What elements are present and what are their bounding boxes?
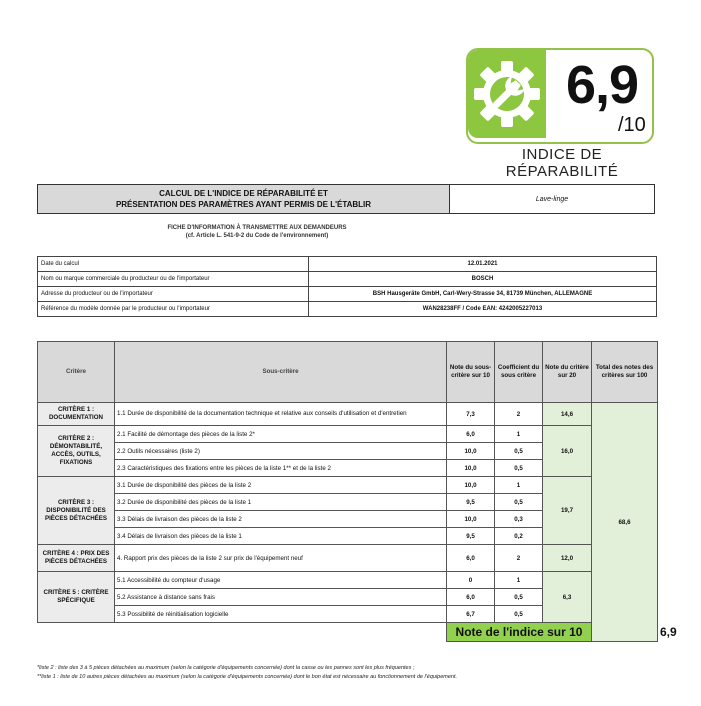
footnote-2: **liste 1 : liste de 10 autres pièces détachées au maximum (selon la catégorie d'équipements concernée) dont le bon état est nécessaire au fonctionnement de l'équipement.: [37, 674, 458, 680]
subcriterion-coef: 2: [495, 545, 543, 572]
score-denominator: /10: [618, 114, 646, 136]
info-row: [38, 257, 657, 272]
header-title-line1: CALCUL DE L'INDICE DE RÉPARABILITÉ ET: [159, 189, 328, 198]
subcriterion-note: 10,0: [447, 443, 495, 460]
table-header-row: [38, 342, 658, 403]
subcriterion-coef: 0,5: [495, 460, 543, 477]
table-row: [38, 572, 658, 589]
criterion-score: 12,0: [543, 545, 592, 572]
subcriterion-label: 5.2 Assistance à distance sans frais: [115, 589, 447, 606]
subcriterion-coef: 0,5: [495, 589, 543, 606]
wrench-gear-icon: [468, 50, 546, 138]
criterion-4: CRITÈRE 4 : PRIX DES PIÈCES DÉTACHÉES: [38, 545, 115, 572]
subcriterion-coef: 2: [495, 403, 543, 426]
info-row: [38, 287, 657, 302]
subcriterion-coef: 1: [495, 477, 543, 494]
col-header-sous-critere: Sous-critère: [115, 342, 447, 403]
criterion-1: CRITÈRE 1 : DOCUMENTATION: [38, 403, 115, 426]
subcriterion-label: 2.3 Caractéristiques des fixations entre les pièces de la liste 1** et de la liste 2: [115, 460, 447, 477]
subcriterion-label: 2.1 Facilité de démontage des pièces de la liste 2*: [115, 426, 447, 443]
table-row: [38, 426, 658, 443]
score-table: [37, 341, 677, 642]
subcriterion-label: 3.1 Durée de disponibilité des pièces de la liste 2: [115, 477, 447, 494]
subcriterion-label: 5.3 Possibilité de réinitialisation logicielle: [115, 606, 447, 623]
col-header-critere: Critère: [38, 342, 115, 403]
subcriterion-coef: 0,5: [495, 606, 543, 623]
subcriterion-label: 3.4 Délais de livraison des pièces de la liste 1: [115, 528, 447, 545]
subcriterion-label: 2.2 Outils nécessaires (liste 2): [115, 443, 447, 460]
col-header-total: Total des notes des critères sur 100: [592, 342, 658, 403]
col-header-note10: Note du sous-critère sur 10: [447, 342, 495, 403]
info-label: Date du calcul: [38, 257, 309, 272]
footnote-1: *liste 2 : liste des 3 à 5 pièces détachées au maximum (selon la catégorie d'équipements concernée) dont la casse ou les pannes sont les plus fréquentes ;: [37, 665, 415, 671]
info-value: BOSCH: [309, 272, 657, 287]
criterion-score: 16,0: [543, 426, 592, 477]
total-score: 68,6: [592, 403, 658, 642]
subcriterion-note: 6,0: [447, 589, 495, 606]
info-value: 12.01.2021: [309, 257, 657, 272]
subcriterion-label: 4. Rapport prix des pièces de la liste 2 sur prix de l'équipement neuf: [115, 545, 447, 572]
score-value: 6,9: [566, 55, 639, 115]
col-header-coef: Coefficient du sous critère: [495, 342, 543, 403]
fiche-heading: [37, 224, 477, 240]
header-title: [38, 185, 450, 213]
document-header: [37, 184, 655, 214]
repairability-logo: [466, 48, 658, 180]
subcriterion-note: 9,5: [447, 528, 495, 545]
subcriterion-note: 6,0: [447, 426, 495, 443]
subcriterion-coef: 0,5: [495, 494, 543, 511]
info-value: WAN28238FF / Code EAN: 4242005227013: [309, 302, 657, 317]
criterion-score: 6,3: [543, 572, 592, 623]
table-row: [38, 477, 658, 494]
info-row: [38, 302, 657, 317]
criterion-3: CRITÈRE 3 : DISPONIBILITÉ DES PIÈCES DÉTACHÉES: [38, 477, 115, 545]
subcriterion-note: 0: [447, 572, 495, 589]
info-value: BSH Hausgeräte GmbH, Carl-Wery-Strasse 34, 81739 München, ALLEMAGNE: [309, 287, 657, 302]
product-type: Lave-linge: [535, 195, 569, 203]
subcriterion-note: 6,7: [447, 606, 495, 623]
subcriterion-coef: 0,2: [495, 528, 543, 545]
criterion-5: CRITÈRE 5 : CRITÈRE SPÉCIFIQUE: [38, 572, 115, 623]
subcriterion-coef: 1: [495, 426, 543, 443]
logo-green-panel: [468, 50, 546, 138]
info-label: Référence du modèle donnée par le producteur ou l'importateur: [38, 302, 309, 317]
logo-caption: INDICE DE RÉPARABILITÉ: [505, 146, 619, 180]
index-label: Note de l'indice sur 10: [447, 623, 592, 642]
criterion-score: 14,6: [543, 403, 592, 426]
footer-row: Note de l'indice sur 10 6,9: [38, 623, 658, 642]
subcriterion-label: 1.1 Durée de disponibilité de la documentation technique et relative aux conseils d'utilisation et d'entretien: [115, 403, 447, 426]
info-label: Nom ou marque commerciale du producteur ou de l'importateur: [38, 272, 309, 287]
subcriterion-coef: 0,3: [495, 511, 543, 528]
subcriterion-label: 3.3 Délais de livraison des pièces de la liste 2: [115, 511, 447, 528]
subcriterion-note: 10,0: [447, 511, 495, 528]
fiche-line2: (cf. Article L. 541-9-2 du Code de l'environnement): [185, 233, 329, 239]
col-header-note20: Note du critère sur 20: [543, 342, 592, 403]
subcriterion-note: 7,3: [447, 403, 495, 426]
info-label: Adresse du producteur ou de l'importateur: [38, 287, 309, 302]
subcriterion-note: 10,0: [447, 477, 495, 494]
subcriterion-coef: 0,5: [495, 443, 543, 460]
footer-spacer: [38, 623, 447, 642]
info-row: [38, 272, 657, 287]
table-row: [38, 403, 658, 426]
criterion-2: CRITÈRE 2 : DÉMONTABILITÉ, ACCÈS, OUTILS, FIXATIONS: [38, 426, 115, 477]
table-row: [38, 545, 658, 572]
subcriterion-note: 10,0: [447, 460, 495, 477]
info-table: [37, 256, 657, 317]
fiche-line1: FICHE D'INFORMATION À TRANSMETTRE AUX DEMANDEURS: [167, 225, 347, 231]
subcriterion-label: 3.2 Durée de disponibilité des pièces de la liste 1: [115, 494, 447, 511]
subcriterion-label: 5.1 Accessibilité du compteur d'usage: [115, 572, 447, 589]
subcriterion-note: 6,0: [447, 545, 495, 572]
header-title-line2: PRÉSENTATION DES PARAMÈTRES AYANT PERMIS DE L'ÉTABLIR: [115, 200, 372, 209]
footnotes: [37, 664, 677, 682]
criterion-score: 19,7: [543, 477, 592, 545]
subcriterion-coef: 1: [495, 572, 543, 589]
subcriterion-note: 9,5: [447, 494, 495, 511]
